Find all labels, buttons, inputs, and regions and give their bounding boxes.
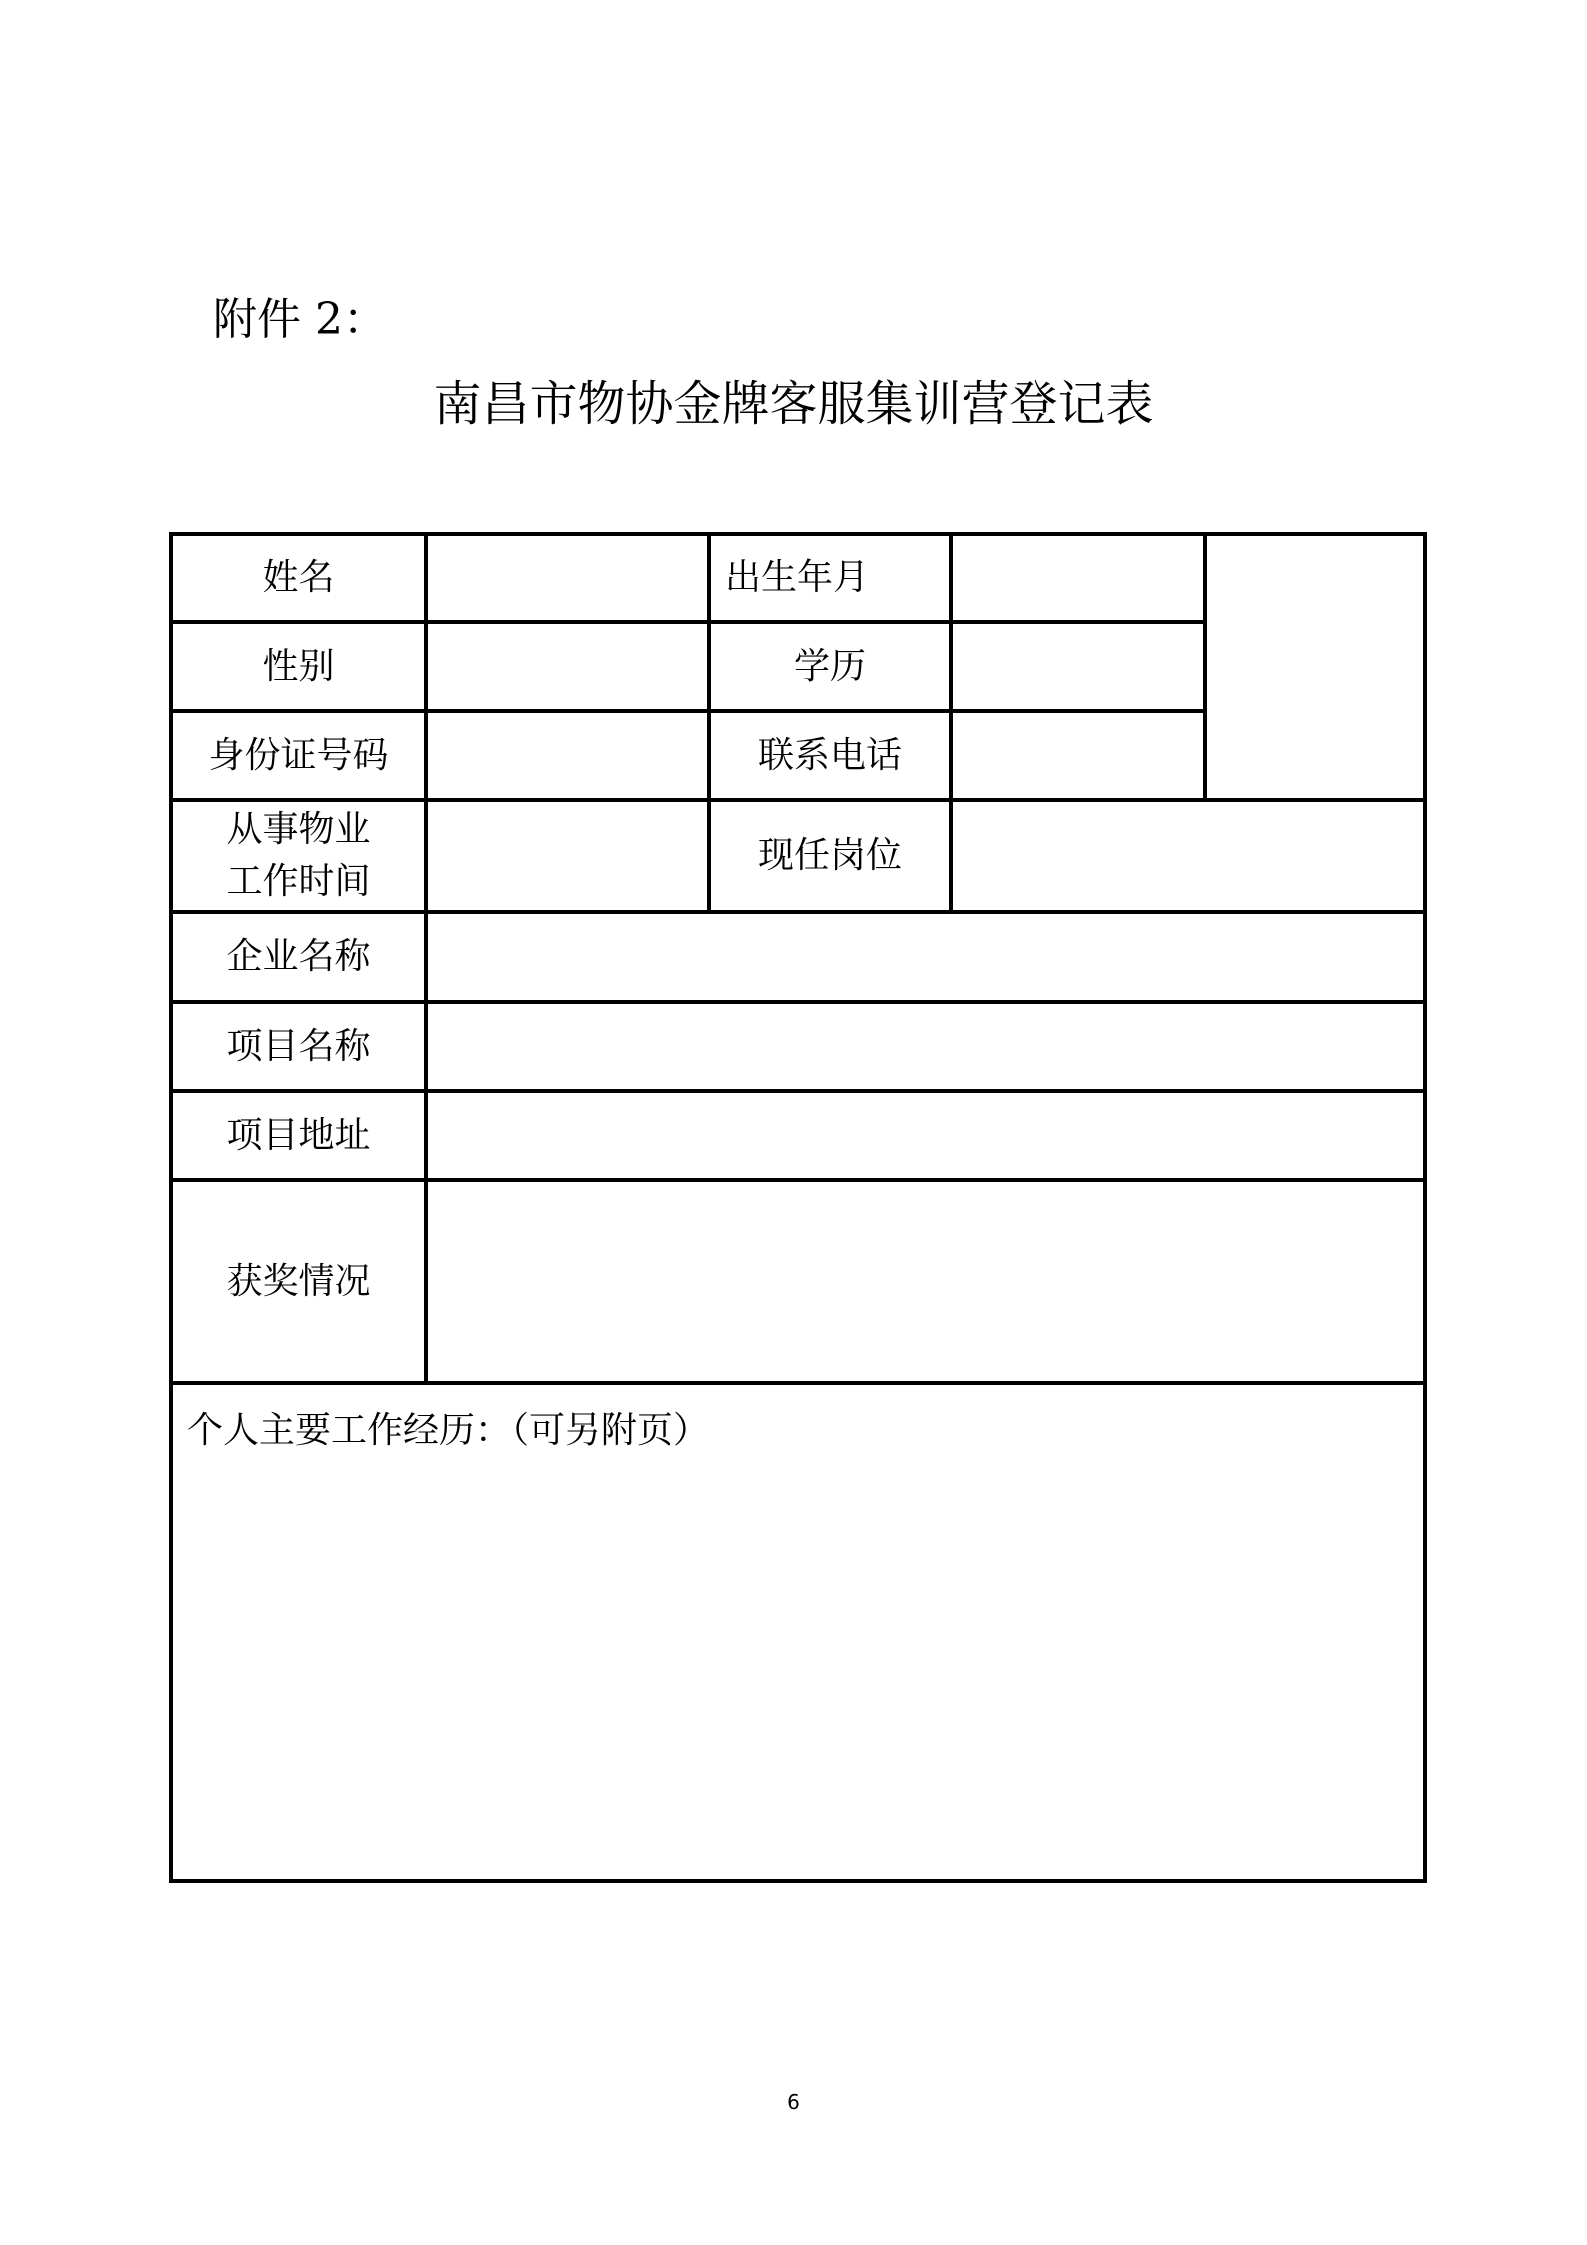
registration-form [169, 532, 1427, 1883]
address-field[interactable] [426, 1091, 1425, 1180]
attachment-label: 附件 2： [213, 294, 387, 345]
awards-field[interactable] [426, 1180, 1425, 1383]
project-label: 项目名称 [171, 1002, 426, 1091]
gender-label: 性别 [171, 622, 426, 711]
address-label: 项目地址 [171, 1091, 426, 1180]
name-label: 姓名 [171, 534, 426, 622]
birth-field[interactable] [951, 534, 1205, 622]
work-years-label [171, 800, 426, 912]
phone-field[interactable] [951, 711, 1205, 800]
position-label: 现任岗位 [709, 800, 951, 912]
row-address [171, 1091, 1425, 1180]
row-company [171, 912, 1425, 1002]
row-worktime-position [171, 800, 1425, 912]
photo-cell[interactable] [1205, 534, 1425, 800]
work-years-field[interactable] [426, 800, 709, 912]
work-years-label-line1: 从事物业 [226, 809, 371, 850]
form-title: 南昌市物协金牌客服集训营登记表 [433, 376, 1154, 432]
page-number: 6 [787, 2090, 800, 2114]
id-field[interactable] [426, 711, 709, 800]
row-experience [171, 1383, 1425, 1881]
project-field[interactable] [426, 1002, 1425, 1091]
row-project [171, 1002, 1425, 1091]
education-field[interactable] [951, 622, 1205, 711]
gender-field[interactable] [426, 622, 709, 711]
experience-label: 个人主要工作经历：（可另附页） [187, 1410, 710, 1451]
work-years-label-line2: 工作时间 [226, 861, 371, 902]
id-label: 身份证号码 [171, 711, 426, 800]
education-label: 学历 [709, 622, 951, 711]
birth-label: 出生年月 [709, 534, 951, 622]
experience-cell[interactable] [171, 1383, 1425, 1881]
name-field[interactable] [426, 534, 709, 622]
company-label: 企业名称 [171, 912, 426, 1002]
row-awards [171, 1180, 1425, 1383]
awards-label: 获奖情况 [171, 1180, 426, 1383]
phone-label: 联系电话 [709, 711, 951, 800]
row-name-birth [171, 534, 1425, 622]
company-field[interactable] [426, 912, 1425, 1002]
position-field[interactable] [951, 800, 1425, 912]
